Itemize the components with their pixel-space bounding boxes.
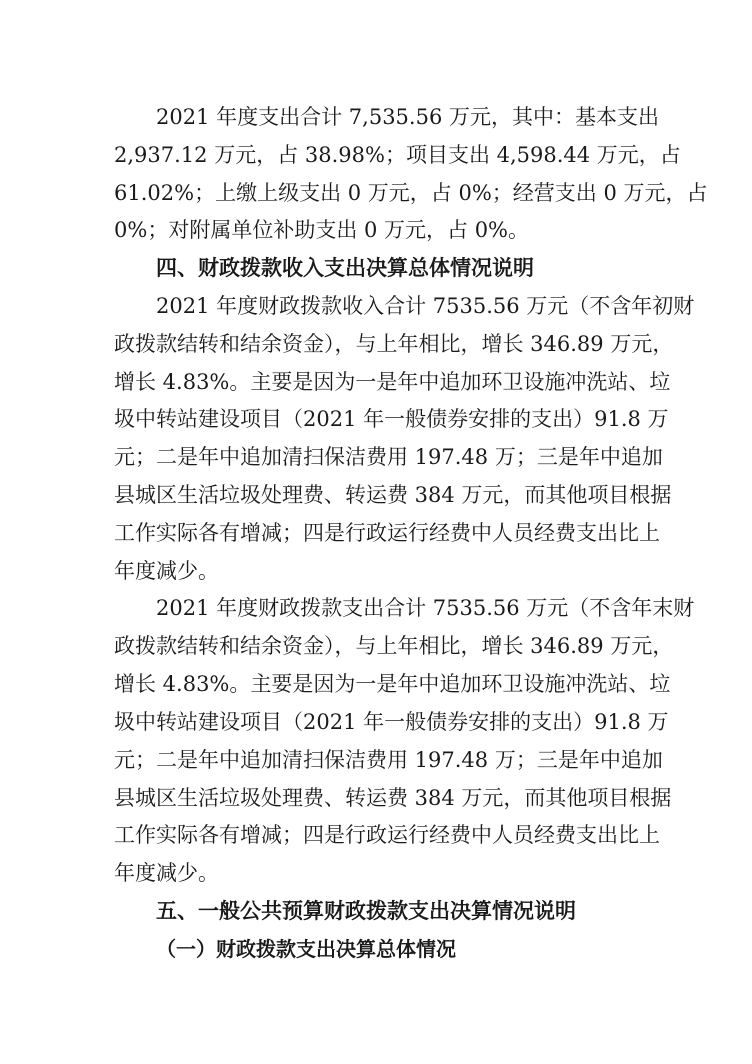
para3-line-4: 圾中转站建设项目（2021 年一般债券安排的支出）91.8 万 <box>114 710 669 734</box>
para3-line-1: 2021 年度财政拨款支出合计 7535.56 万元（不含年末财 <box>156 596 695 620</box>
section-heading-4: 四、财政拨款收入支出决算总体情况说明 <box>156 256 534 280</box>
para1-line-1: 2021 年度支出合计 7,535.56 万元，其中：基本支出 <box>156 105 659 129</box>
para2-line-6: 县城区生活垃圾处理费、转运费 384 万元，而其他项目根据 <box>114 483 672 507</box>
para1-line-2: 2,937.12 万元，占 38.98%；项目支出 4,598.44 万元，占 <box>114 143 681 167</box>
para3-line-3: 增长 4.83%。主要是因为一是年中追加环卫设施冲洗站、垃 <box>114 672 671 696</box>
para1-line-4: 0%；对附属单位补助支出 0 万元，占 0%。 <box>114 218 530 242</box>
para2-line-8: 年度减少。 <box>114 559 219 583</box>
para3-line-7: 工作实际各有增减；四是行政运行经费中人员经费支出比上 <box>114 823 660 847</box>
para2-line-7: 工作实际各有增减；四是行政运行经费中人员经费支出比上 <box>114 521 660 545</box>
section-heading-5: 五、一般公共预算财政拨款支出决算情况说明 <box>156 899 576 923</box>
para2-line-4: 圾中转站建设项目（2021 年一般债券安排的支出）91.8 万 <box>114 407 669 431</box>
para2-line-1: 2021 年度财政拨款收入合计 7535.56 万元（不含年初财 <box>156 294 695 318</box>
para2-line-2: 政拨款结转和结余资金），与上年相比，增长 346.89 万元， <box>114 332 674 356</box>
subsection-heading-1: （一）财政拨款支出决算总体情况 <box>156 937 456 961</box>
para2-line-3: 增长 4.83%。主要是因为一是年中追加环卫设施冲洗站、垃 <box>114 370 671 394</box>
para3-line-5: 元；二是年中追加清扫保洁费用 197.48 万；三是年中追加 <box>114 748 663 772</box>
para3-line-6: 县城区生活垃圾处理费、转运费 384 万元，而其他项目根据 <box>114 786 672 810</box>
para3-line-2: 政拨款结转和结余资金），与上年相比，增长 346.89 万元， <box>114 634 674 658</box>
para1-line-3: 61.02%；上缴上级支出 0 万元，占 0%；经营支出 0 万元，占 <box>114 181 708 205</box>
para2-line-5: 元；二是年中追加清扫保洁费用 197.48 万；三是年中追加 <box>114 445 663 469</box>
para3-line-8: 年度减少。 <box>114 861 219 885</box>
